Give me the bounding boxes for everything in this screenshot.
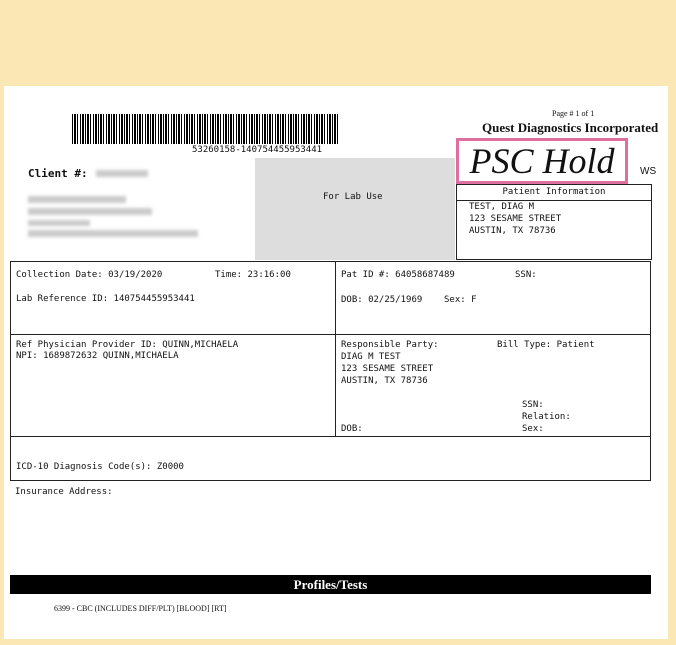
barcode-image bbox=[72, 114, 339, 144]
patient-info-box bbox=[456, 184, 652, 260]
redacted-address-line bbox=[28, 220, 90, 226]
company-name: Quest Diagnostics Incorporated bbox=[482, 120, 659, 135]
patient-city: AUSTIN, TX 78736 bbox=[469, 226, 556, 236]
redacted-client-number bbox=[96, 170, 148, 177]
responsible-name: DIAG M TEST bbox=[341, 352, 401, 362]
physician-provider: Ref Physician Provider ID: QUINN,MICHAELA bbox=[16, 340, 239, 350]
patient-id-box bbox=[335, 261, 651, 335]
responsible-relation: Relation: bbox=[522, 412, 571, 422]
client-number-label: Client #: bbox=[28, 167, 88, 180]
patient-name: TEST, DIAG M bbox=[469, 202, 535, 212]
redacted-address-line bbox=[28, 230, 198, 237]
bill-type: Bill Type: Patient bbox=[497, 340, 595, 350]
lab-reference-id: Lab Reference ID: 140754455953441 bbox=[16, 294, 195, 304]
psc-hold-text: PSC Hold bbox=[469, 141, 615, 181]
responsible-party-box bbox=[335, 334, 651, 437]
patient-sex: Sex: F bbox=[444, 295, 477, 305]
patient-street: 123 SESAME STREET bbox=[469, 214, 562, 224]
requisition-sheet bbox=[4, 86, 668, 639]
lab-use-area bbox=[255, 158, 455, 260]
responsible-dob: DOB: bbox=[341, 424, 363, 434]
patient-ssn: SSN: bbox=[515, 270, 537, 280]
responsible-street: 123 SESAME STREET bbox=[341, 364, 434, 374]
patient-id: Pat ID #: 64058687489 bbox=[341, 270, 455, 280]
collection-box bbox=[10, 261, 336, 335]
test-item: 6399 - CBC (INCLUDES DIFF/PLT) [BLOOD] [RT] bbox=[54, 604, 227, 613]
ws-label: WS bbox=[640, 166, 657, 177]
responsible-party-label: Responsible Party: bbox=[341, 340, 439, 350]
diagnosis-codes: ICD-10 Diagnosis Code(s): Z0000 bbox=[16, 462, 184, 472]
profiles-tests-header: Profiles/Tests bbox=[10, 575, 651, 594]
physician-box bbox=[10, 334, 336, 437]
lab-use-label: For Lab Use bbox=[323, 192, 383, 202]
collection-time: Time: 23:16:00 bbox=[215, 270, 291, 280]
redacted-address-line bbox=[28, 196, 126, 203]
insurance-address-label: Insurance Address: bbox=[15, 487, 113, 497]
patient-info-header: Patient Information bbox=[457, 185, 651, 201]
page-number: Page # 1 of 1 bbox=[552, 109, 595, 118]
physician-npi: NPI: 1689872632 QUINN,MICHAELA bbox=[16, 351, 179, 361]
diagnosis-box bbox=[10, 436, 651, 481]
responsible-ssn: SSN: bbox=[522, 400, 544, 410]
patient-dob: DOB: 02/25/1969 bbox=[341, 295, 423, 305]
psc-hold-stamp bbox=[456, 138, 628, 184]
barcode-number: 53260158-140754455953441 bbox=[192, 145, 323, 155]
redacted-address-line bbox=[28, 208, 152, 215]
responsible-sex: Sex: bbox=[522, 424, 544, 434]
collection-date: Collection Date: 03/19/2020 bbox=[16, 270, 163, 280]
responsible-city: AUSTIN, TX 78736 bbox=[341, 376, 428, 386]
